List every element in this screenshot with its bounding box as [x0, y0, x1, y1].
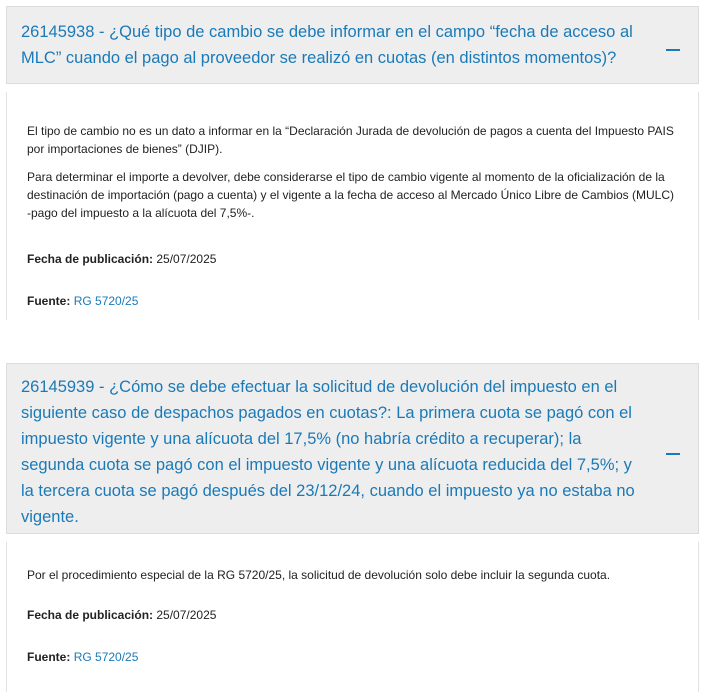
collapse-icon[interactable] — [666, 453, 680, 455]
publication-date — [27, 250, 676, 268]
answer-paragraph: Para determinar el importe a devolver, debe considerarse el tipo de cambio vigente al momento de la oficialización de la destinación de importación (pago a cuenta) y el vigente a la fecha de acceso al Mercado Único Libre de Cambios (MULC) -pago del impuesto a la alícuota del 7,5%-. — [27, 170, 675, 220]
publication-date-label: Fecha de publicación: — [27, 608, 154, 622]
faq-question-text[interactable]: 26145939 - ¿Cómo se debe efectuar la solicitud de devolución del impuesto en el siguiente caso de despachos pagados en cuotas?: La primera cuota se pagó con el impuesto vigente y una alícuota del 17,5% (no habría crédito a recuperar); la segunda cuota se pagó con el impuesto vigente y una alícuota reducida del 7,5%; y la tercera cuota se pagó después del 23/12/24, cuando el impuesto ya no estaba no vigente. — [21, 378, 635, 526]
faq-question-header[interactable] — [6, 363, 699, 534]
answer-paragraph: Por el procedimiento especial de la RG 5720/25, la solicitud de devolución solo debe incluir la segunda cuota. — [27, 568, 611, 582]
faq-answer — [6, 92, 699, 320]
publication-date-label: Fecha de publicación: — [27, 252, 154, 266]
source-label: Fuente: — [27, 294, 71, 308]
publication-date — [27, 606, 676, 624]
faq-question-header[interactable] — [6, 6, 699, 84]
publication-date-value: 25/07/2025 — [156, 252, 217, 266]
faq-question-text[interactable]: 26145938 - ¿Qué tipo de cambio se debe informar en el campo “fecha de acceso al MLC” cuando el pago al proveedor se realizó en cuotas (en distintos momentos)? — [21, 23, 633, 67]
faq-answer — [6, 542, 699, 692]
faq-item — [6, 363, 699, 692]
source-link[interactable]: RG 5720/25 — [73, 294, 139, 308]
source — [27, 648, 676, 666]
faq-item — [6, 6, 699, 320]
publication-date-value: 25/07/2025 — [156, 608, 217, 622]
source-label: Fuente: — [27, 650, 71, 664]
collapse-icon[interactable] — [666, 49, 680, 51]
answer-paragraph: El tipo de cambio no es un dato a informar en la “Declaración Jurada de devolución de pagos a cuenta del Impuesto PAIS por importaciones de bienes” (DJIP). — [27, 124, 674, 156]
source — [27, 292, 676, 310]
source-link[interactable]: RG 5720/25 — [73, 650, 139, 664]
